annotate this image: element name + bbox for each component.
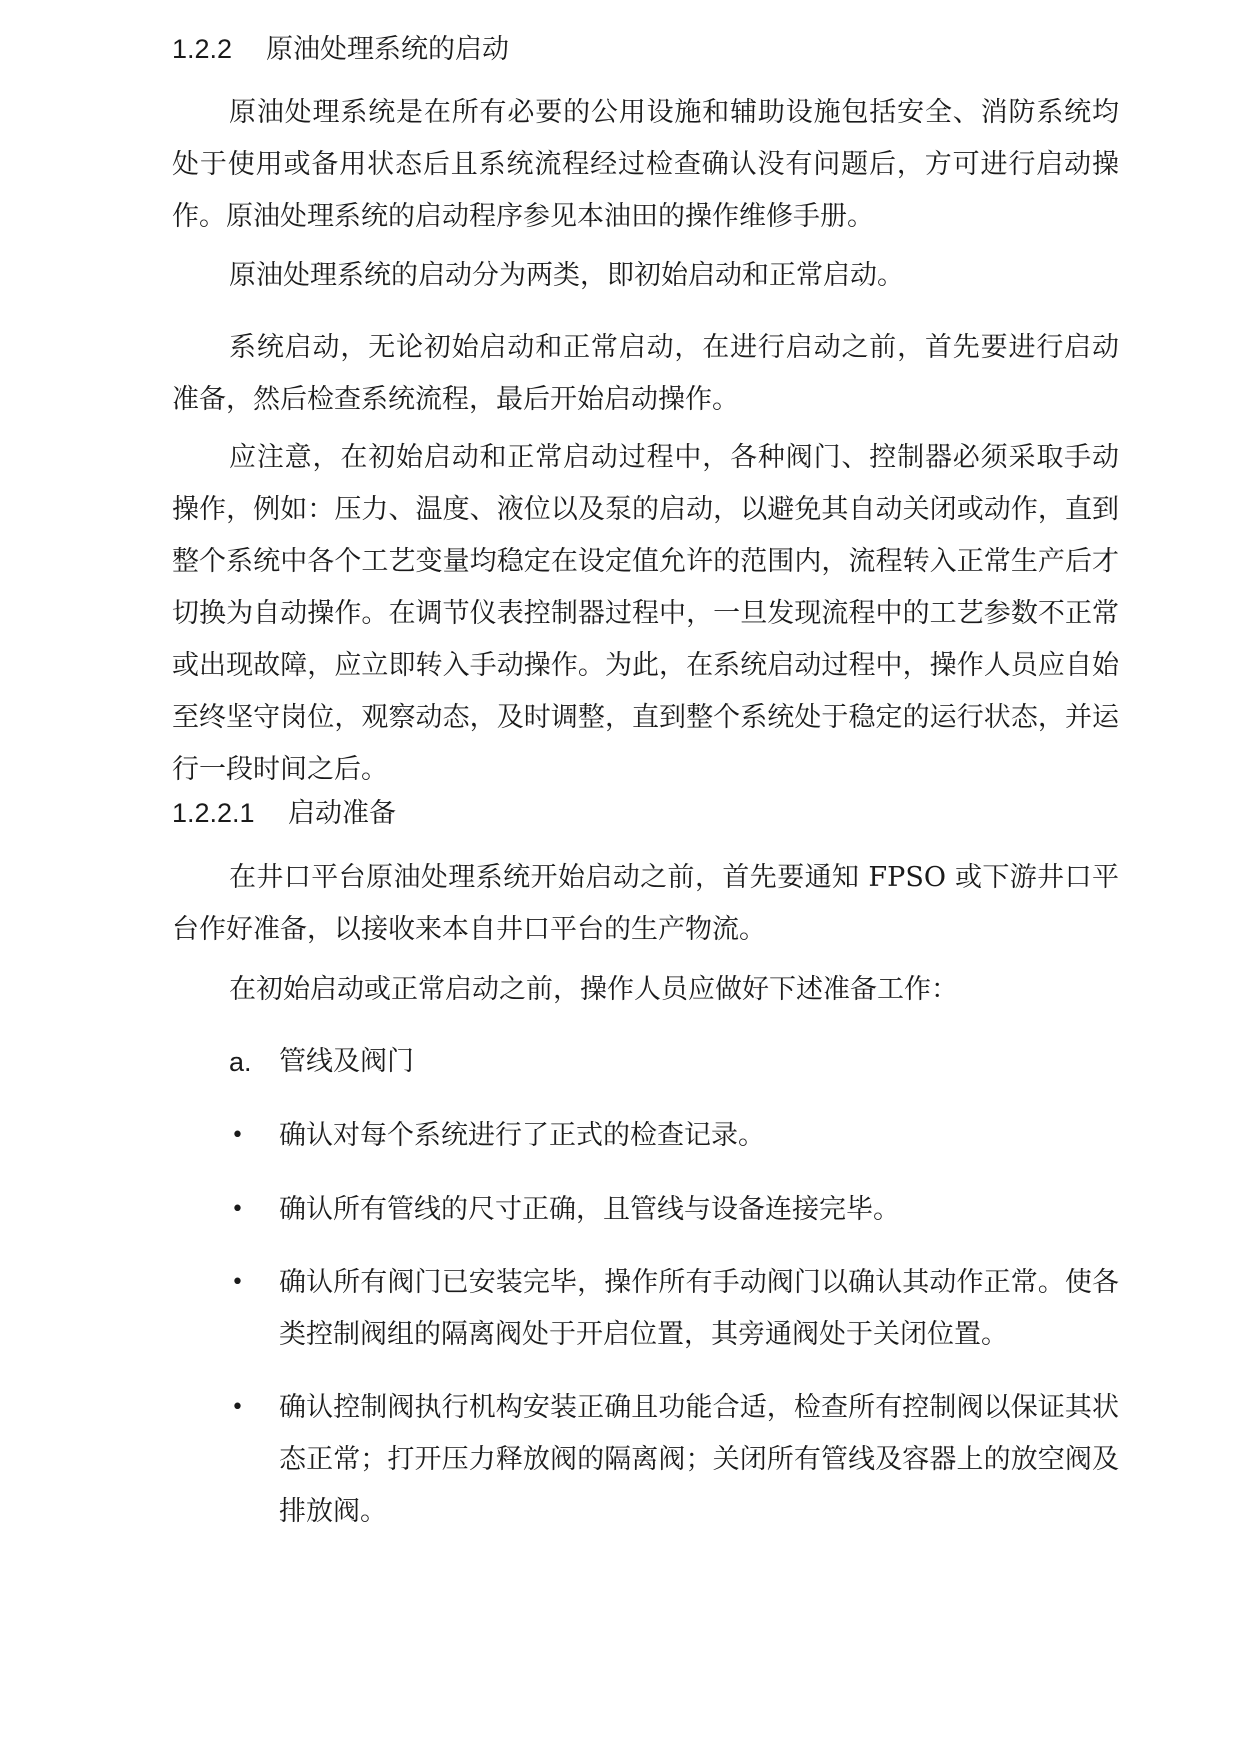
alpha-text: 管线及阀门 — [279, 1046, 414, 1077]
paragraph-1: 原油处理系统是在所有必要的公用设施和辅助设施包括安全、消防系统均处于使用或备用状态后且系统流程经过检查确认没有问题后，方可进行启动操作。原油处理系统的启动程序参见本油田的操作维修手册。 — [172, 97, 1119, 232]
list-item — [229, 1382, 1119, 1538]
section-number: 1.2.2 — [172, 34, 233, 64]
sub-paragraph-2: 在初始启动或正常启动之前，操作人员应做好下述准备工作： — [229, 974, 958, 1005]
list-item — [229, 1257, 1119, 1361]
paragraph-4: 应注意，在初始启动和正常启动过程中，各种阀门、控制器必须采取手动操作，例如：压力、温度、液位以及泵的启动，以避免其自动关闭或动作，直到整个系统中各个工艺变量均稳定在设定值允许的范围内，流程转入正常生产后才切换为自动操作。在调节仪表控制器过程中，一旦发现流程中的工艺参数不正常或出现故障，应立即转入手动操作。为此，在系统启动过程中，操作人员应自始至终坚守岗位，观察动态，及时调整，直到整个系统处于稳定的运行状态，并运行一段时间之后。 — [172, 442, 1119, 785]
bullet-icon: • — [231, 1123, 244, 1148]
section-heading — [172, 31, 509, 68]
section-title: 原油处理系统的启动 — [266, 34, 509, 65]
alpha-marker: a. — [229, 1047, 252, 1077]
subsection-title: 启动准备 — [288, 798, 396, 829]
subsection-heading — [172, 795, 396, 832]
bullet-icon: • — [231, 1270, 244, 1295]
bullet-icon: • — [231, 1197, 244, 1222]
bullet-text-2: 确认所有管线的尺寸正确，且管线与设备连接完毕。 — [279, 1194, 900, 1225]
list-item — [229, 1110, 1119, 1162]
sub-paragraph-1: 在井口平台原油处理系统开始启动之前，首先要通知 FPSO 或下游井口平台作好准备，以接收来本自井口平台的生产物流。 — [172, 862, 1119, 945]
paragraph-2: 原油处理系统的启动分为两类，即初始启动和正常启动。 — [229, 260, 904, 291]
bullet-text-4: 确认控制阀执行机构安装正确且功能合适，检查所有控制阀以保证其状态正常；打开压力释放阀的隔离阀；关闭所有管线及容器上的放空阀及排放阀。 — [279, 1392, 1119, 1527]
bullet-text-1: 确认对每个系统进行了正式的检查记录。 — [279, 1120, 765, 1151]
paragraph-3: 系统启动，无论初始启动和正常启动，在进行启动之前，首先要进行启动准备，然后检查系统流程，最后开始启动操作。 — [172, 332, 1119, 415]
list-item — [229, 1184, 1119, 1236]
list-item-alpha — [229, 1036, 1119, 1088]
subsection-number: 1.2.2.1 — [172, 798, 255, 828]
bullet-text-3: 确认所有阀门已安装完毕，操作所有手动阀门以确认其动作正常。使各类控制阀组的隔离阀处于开启位置，其旁通阀处于关闭位置。 — [279, 1267, 1119, 1350]
bullet-icon: • — [231, 1395, 244, 1420]
